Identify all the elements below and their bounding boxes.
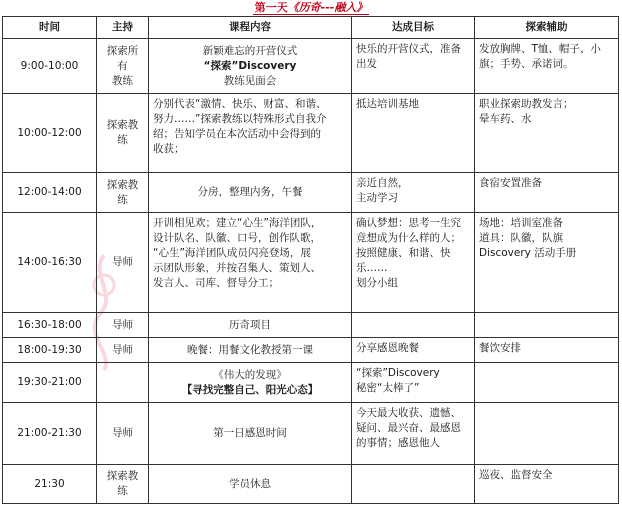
content-cell-line: 晚餐：用餐文化教授第一课 [187, 343, 313, 356]
table-row [3, 39, 619, 94]
content-cell-line: 第一日感恩时间 [213, 427, 287, 439]
goal-cell-line: 分享感恩晚餐 [356, 342, 419, 354]
header-content: 课程内容 [149, 17, 352, 39]
aid-cell-line: 旗；手势、承诺词。 [479, 58, 574, 70]
host-cell-line: 探索教 [106, 119, 139, 131]
host-cell-line: 导师 [112, 256, 133, 268]
goal-cell [352, 94, 475, 173]
host-cell-line: 有 [117, 59, 128, 72]
goal-cell [352, 313, 475, 338]
host-cell-line: 练 [117, 134, 128, 146]
aid-cell-line: 发放胸牌、T恤、帽子、小 [479, 43, 601, 55]
content-cell-line: 发言人、司库、督导分工； [153, 277, 279, 289]
content-cell-line: 【寻找完整自己、阳光心态】 [181, 383, 319, 396]
content-cell-line: 开训相见欢；建立“心生”海洋团队， [153, 217, 322, 229]
goal-cell [352, 403, 475, 465]
host-cell-line: 探索教 [106, 178, 139, 191]
goal-cell-line: 亲近自然， [356, 177, 409, 189]
title-theme: 《历奇---融入》 [287, 1, 368, 14]
content-cell-line: 历奇项目 [229, 318, 271, 331]
aid-cell [475, 363, 619, 403]
goal-cell [352, 39, 475, 94]
content-cell-line: 学员休息 [229, 477, 271, 490]
table-row [3, 465, 619, 504]
goal-cell-line: 出发 [356, 58, 377, 70]
table-row [3, 94, 619, 173]
host-cell-line: 导师 [112, 427, 133, 439]
table-row [3, 313, 619, 338]
content-cell-line: 设计队名、队徽、口号，创作队歌， [153, 232, 321, 244]
content-cell-line: “心生”海洋团队成员闪亮登场，展 [153, 247, 311, 259]
content-cell-line: 教练见面会 [223, 74, 277, 87]
content-cell-line: 收获； [153, 143, 185, 155]
time-cell: 16:30-18:00 [3, 313, 97, 338]
goal-cell-line: 抵达培训基地 [356, 98, 419, 110]
table-row [3, 213, 619, 313]
content-cell [149, 94, 352, 173]
time-cell: 19:30-21:00 [3, 363, 97, 403]
header-host: 主持 [97, 17, 149, 39]
page-title [0, 0, 622, 16]
schedule-table [2, 16, 619, 504]
content-cell [149, 363, 352, 403]
aid-cell [475, 465, 619, 504]
content-cell-line: 《伟大的发现》 [213, 368, 287, 381]
goal-cell-line: 疑问、最兴奋、最感恩 [356, 422, 461, 434]
goal-cell [352, 213, 475, 313]
goal-cell-line: 乐…… [356, 262, 388, 274]
host-cell [97, 465, 149, 504]
aid-cell [475, 403, 619, 465]
time-cell: 10:00-12:00 [3, 94, 97, 173]
content-cell-line: 绍；告知学员在本次活动中会得到的 [153, 128, 321, 140]
host-cell-line: 教练 [112, 74, 133, 87]
content-cell [149, 173, 352, 213]
table-row [3, 173, 619, 213]
content-cell [149, 338, 352, 363]
goal-cell-line: 秘密“太棒了” [356, 382, 420, 394]
aid-cell-line: 晕车药、水 [479, 113, 532, 125]
content-cell [149, 313, 352, 338]
header-aid: 探索辅助 [475, 17, 619, 39]
goal-cell-line: 的事情；感恩他人 [356, 437, 440, 449]
time-cell: 9:00-10:00 [3, 39, 97, 94]
aid-cell-line: 巡夜、监督安全 [479, 469, 553, 481]
aid-cell [475, 313, 619, 338]
goal-cell [352, 363, 475, 403]
time-cell: 21:00-21:30 [3, 403, 97, 465]
host-cell-line: 导师 [112, 343, 133, 356]
table-row [3, 403, 619, 465]
content-cell-line: 分别代表“激情、快乐、财富、和谐、 [153, 98, 327, 110]
goal-cell-line: 今天最大收获、遗憾、 [356, 407, 461, 419]
host-cell [97, 363, 149, 403]
host-cell [97, 213, 149, 313]
aid-cell [475, 213, 619, 313]
aid-cell [475, 94, 619, 173]
time-cell: 21:30 [3, 465, 97, 504]
aid-cell-line: 道具：队徽，队旗 [479, 232, 563, 244]
content-cell [149, 403, 352, 465]
header-time: 时间 [3, 17, 97, 39]
host-cell-line: 导师 [112, 318, 133, 331]
goal-cell [352, 173, 475, 213]
aid-cell-line: 职业探索助教发言； [479, 98, 574, 110]
content-cell-line: “探索”Discovery [203, 59, 297, 72]
host-cell [97, 338, 149, 363]
table-row [3, 363, 619, 403]
content-cell [149, 213, 352, 313]
host-cell [97, 403, 149, 465]
aid-cell-line: 餐饮安排 [479, 342, 521, 354]
goal-cell-line: 划分小组 [356, 277, 398, 289]
time-cell: 12:00-14:00 [3, 173, 97, 213]
header-goal: 达成目标 [352, 17, 475, 39]
aid-cell-line: Discovery 活动手册 [479, 247, 577, 259]
aid-cell-line: 场地：培训室准备 [479, 217, 563, 229]
aid-cell [475, 39, 619, 94]
aid-cell-line: 食宿安置准备 [479, 177, 542, 189]
content-cell-line: 新颖难忘的开营仪式 [202, 44, 298, 57]
goal-cell-line: 按照健康、和谐、快 [356, 247, 451, 259]
time-cell: 14:00-16:30 [3, 213, 97, 313]
table-row [3, 338, 619, 363]
host-cell-line: 练 [117, 485, 128, 497]
host-cell [97, 94, 149, 173]
host-cell [97, 39, 149, 94]
goal-cell-line: 竟想成为什么样的人； [356, 232, 461, 244]
aid-cell [475, 338, 619, 363]
time-cell: 18:00-19:30 [3, 338, 97, 363]
goal-cell-line: 主动学习 [356, 192, 398, 204]
host-cell [97, 313, 149, 338]
goal-cell-line: 确认梦想：思考一生究 [356, 217, 461, 229]
goal-cell [352, 465, 475, 504]
content-cell-line: 分房，整理内务，午餐 [197, 186, 303, 198]
host-cell-line: 探索教 [106, 470, 139, 482]
goal-cell-line: 快乐的开营仪式，准备 [356, 43, 461, 55]
content-cell [149, 39, 352, 94]
aid-cell [475, 173, 619, 213]
content-cell-line: 努力……”探索教练以特殊形式自我介 [153, 113, 327, 125]
header-row [3, 17, 619, 39]
goal-cell [352, 338, 475, 363]
content-cell-line: 示团队形象，并按召集人、策划人、 [153, 262, 321, 274]
goal-cell-line: “探索”Discovery [356, 367, 440, 379]
host-cell-line: 练 [117, 193, 128, 206]
host-cell-line: 探索所 [106, 44, 139, 57]
host-cell [97, 173, 149, 213]
title-day: 第一天 [254, 1, 288, 14]
content-cell [149, 465, 352, 504]
